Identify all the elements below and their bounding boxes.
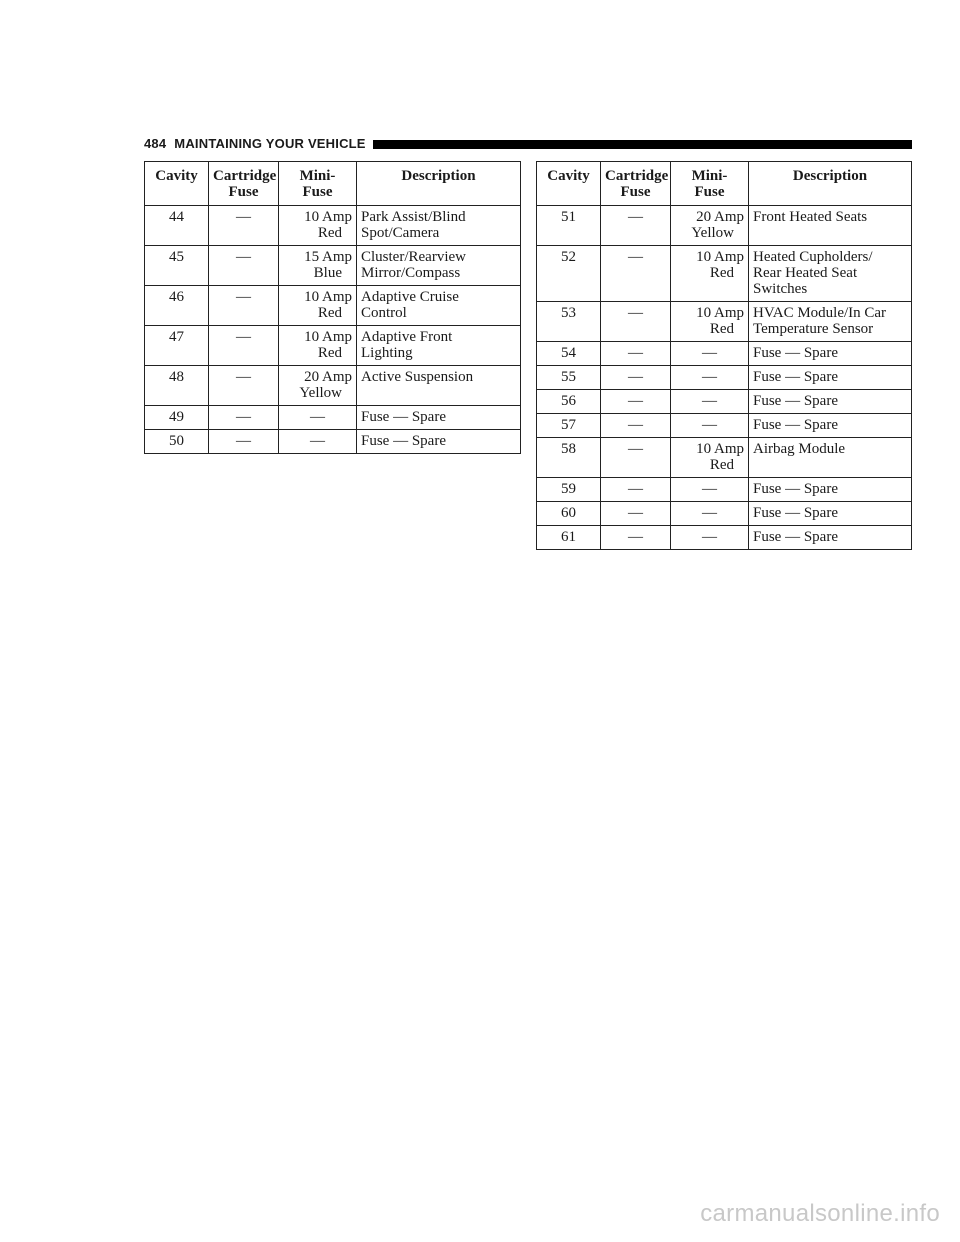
mini-fuse-color: Blue xyxy=(313,265,342,281)
mini-fuse-color: Yellow xyxy=(691,225,734,241)
description-line: Lighting xyxy=(361,345,413,361)
mini-fuse-cell xyxy=(671,342,749,366)
cartridge-fuse-cell: — xyxy=(209,406,279,430)
section-title: MAINTAINING YOUR VEHICLE xyxy=(174,136,366,151)
description-line: Airbag Module xyxy=(753,441,846,457)
mini-fuse-cell xyxy=(279,430,357,454)
cartridge-fuse-cell: — xyxy=(209,366,279,406)
mini-fuse-amperage: 15 Amp xyxy=(304,249,352,265)
header-cavity: Cavity xyxy=(145,162,209,206)
description-cell xyxy=(749,366,912,390)
description-line: Switches xyxy=(753,281,808,297)
header-description: Description xyxy=(357,162,521,206)
description-line: Control xyxy=(361,305,407,321)
description-line: Fuse — Spare xyxy=(753,417,838,433)
description-cell xyxy=(357,286,521,326)
mini-fuse-amperage: 10 Amp xyxy=(304,209,352,225)
cavity-cell: 59 xyxy=(537,478,601,502)
description-cell xyxy=(357,326,521,366)
table-row xyxy=(145,430,521,454)
header-cavity: Cavity xyxy=(537,162,601,206)
mini-fuse-color: Red xyxy=(317,345,342,361)
description-cell xyxy=(749,302,912,342)
table-row xyxy=(537,478,912,502)
mini-fuse-value: — xyxy=(310,409,325,425)
mini-fuse-color: Red xyxy=(709,457,734,473)
cavity-cell: 45 xyxy=(145,246,209,286)
mini-fuse-value: — xyxy=(702,393,717,409)
description-line: Rear Heated Seat xyxy=(753,265,858,281)
table-row xyxy=(537,526,912,550)
mini-fuse-value: — xyxy=(702,529,717,545)
cavity-cell: 61 xyxy=(537,526,601,550)
table-row xyxy=(145,326,521,366)
cavity-cell: 46 xyxy=(145,286,209,326)
description-cell xyxy=(357,430,521,454)
description-line: Fuse — Spare xyxy=(753,505,838,521)
mini-fuse-color: Red xyxy=(709,321,734,337)
description-line: HVAC Module/In Car xyxy=(753,305,887,321)
cavity-cell: 58 xyxy=(537,438,601,478)
description-line: Fuse — Spare xyxy=(361,409,446,425)
header-mini-line1: Mini- xyxy=(299,168,336,184)
description-cell xyxy=(749,438,912,478)
table-row xyxy=(537,502,912,526)
cavity-cell: 47 xyxy=(145,326,209,366)
description-line: Active Suspension xyxy=(361,369,474,385)
fuse-table-left-body xyxy=(145,206,521,454)
description-cell xyxy=(749,206,912,246)
cartridge-fuse-cell: — xyxy=(601,246,671,302)
page-number: 484 xyxy=(144,136,167,151)
mini-fuse-amperage: 10 Amp xyxy=(696,305,744,321)
table-row xyxy=(537,342,912,366)
description-cell xyxy=(749,478,912,502)
watermark-text: carmanualsonline.info xyxy=(700,1200,940,1227)
mini-fuse-color: Red xyxy=(317,225,342,241)
mini-fuse-amperage: 20 Amp xyxy=(696,209,744,225)
description-line: Front Heated Seats xyxy=(753,209,868,225)
description-line: Heated Cupholders/ xyxy=(753,249,873,265)
cavity-cell: 55 xyxy=(537,366,601,390)
description-cell xyxy=(749,414,912,438)
mini-fuse-color: Red xyxy=(317,305,342,321)
header-cartridge-line2: Fuse xyxy=(620,184,651,200)
cavity-cell: 57 xyxy=(537,414,601,438)
mini-fuse-cell xyxy=(671,478,749,502)
mini-fuse-amperage: 20 Amp xyxy=(304,369,352,385)
cartridge-fuse-cell: — xyxy=(601,438,671,478)
cavity-cell: 48 xyxy=(145,366,209,406)
description-line: Temperature Sensor xyxy=(753,321,874,337)
mini-fuse-value: — xyxy=(702,345,717,361)
description-line: Adaptive Front xyxy=(361,329,453,345)
table-header-row xyxy=(537,162,912,206)
description-cell xyxy=(749,246,912,302)
cartridge-fuse-cell: — xyxy=(209,286,279,326)
cartridge-fuse-cell: — xyxy=(601,206,671,246)
table-row xyxy=(537,246,912,302)
description-cell xyxy=(749,390,912,414)
mini-fuse-cell xyxy=(279,206,357,246)
description-cell xyxy=(357,246,521,286)
mini-fuse-amperage: 10 Amp xyxy=(304,329,352,345)
description-cell xyxy=(357,406,521,430)
table-row xyxy=(537,438,912,478)
description-cell xyxy=(357,206,521,246)
cartridge-fuse-cell: — xyxy=(209,246,279,286)
table-row xyxy=(145,246,521,286)
header-rule xyxy=(373,140,912,149)
table-row xyxy=(145,366,521,406)
mini-fuse-cell xyxy=(671,390,749,414)
header-cartridge-line1: Cartridge xyxy=(605,168,669,184)
mini-fuse-amperage: 10 Amp xyxy=(304,289,352,305)
description-line: Fuse — Spare xyxy=(361,433,446,449)
cartridge-fuse-cell: — xyxy=(601,502,671,526)
description-line: Cluster/Rearview xyxy=(361,249,466,265)
mini-fuse-cell xyxy=(279,286,357,326)
cavity-cell: 53 xyxy=(537,302,601,342)
fuse-table-left xyxy=(144,161,521,454)
table-row xyxy=(537,414,912,438)
mini-fuse-cell xyxy=(671,438,749,478)
cavity-cell: 51 xyxy=(537,206,601,246)
table-row xyxy=(537,366,912,390)
table-row xyxy=(537,390,912,414)
description-line: Spot/Camera xyxy=(361,225,440,241)
description-line: Fuse — Spare xyxy=(753,369,838,385)
header-mini-fuse xyxy=(279,162,357,206)
description-line: Fuse — Spare xyxy=(753,481,838,497)
page-header xyxy=(144,136,912,152)
mini-fuse-cell xyxy=(671,206,749,246)
description-cell xyxy=(357,366,521,406)
cavity-cell: 50 xyxy=(145,430,209,454)
mini-fuse-cell xyxy=(671,366,749,390)
table-row xyxy=(537,206,912,246)
cartridge-fuse-cell: — xyxy=(601,342,671,366)
fuse-table-right xyxy=(536,161,912,550)
cavity-cell: 52 xyxy=(537,246,601,302)
mini-fuse-cell xyxy=(279,246,357,286)
mini-fuse-cell xyxy=(279,406,357,430)
table-row xyxy=(145,286,521,326)
header-mini-line2: Fuse xyxy=(302,184,333,200)
mini-fuse-value: — xyxy=(310,433,325,449)
mini-fuse-cell xyxy=(279,366,357,406)
mini-fuse-cell xyxy=(279,326,357,366)
description-line: Mirror/Compass xyxy=(361,265,461,281)
mini-fuse-amperage: 10 Amp xyxy=(696,441,744,457)
description-line: Fuse — Spare xyxy=(753,345,838,361)
mini-fuse-color: Yellow xyxy=(299,385,342,401)
cartridge-fuse-cell: — xyxy=(601,526,671,550)
header-description: Description xyxy=(749,162,912,206)
table-header-row xyxy=(145,162,521,206)
header-cartridge-line2: Fuse xyxy=(228,184,259,200)
cavity-cell: 44 xyxy=(145,206,209,246)
cartridge-fuse-cell: — xyxy=(209,326,279,366)
table-row xyxy=(537,302,912,342)
cavity-cell: 56 xyxy=(537,390,601,414)
header-cartridge-line1: Cartridge xyxy=(213,168,277,184)
cartridge-fuse-cell: — xyxy=(601,478,671,502)
description-line: Adaptive Cruise xyxy=(361,289,459,305)
mini-fuse-color: Red xyxy=(709,265,734,281)
mini-fuse-cell xyxy=(671,526,749,550)
mini-fuse-cell xyxy=(671,302,749,342)
cavity-cell: 54 xyxy=(537,342,601,366)
header-cartridge-fuse xyxy=(601,162,671,206)
description-line: Park Assist/Blind xyxy=(361,209,466,225)
header-mini-line1: Mini- xyxy=(691,168,728,184)
cartridge-fuse-cell: — xyxy=(601,302,671,342)
header-mini-fuse xyxy=(671,162,749,206)
cavity-cell: 60 xyxy=(537,502,601,526)
mini-fuse-value: — xyxy=(702,505,717,521)
table-row xyxy=(145,406,521,430)
table-row xyxy=(145,206,521,246)
mini-fuse-cell xyxy=(671,246,749,302)
fuse-table-right-body xyxy=(537,206,912,550)
mini-fuse-value: — xyxy=(702,369,717,385)
cartridge-fuse-cell: — xyxy=(209,430,279,454)
description-cell xyxy=(749,526,912,550)
cartridge-fuse-cell: — xyxy=(601,390,671,414)
description-line: Fuse — Spare xyxy=(753,529,838,545)
description-line: Fuse — Spare xyxy=(753,393,838,409)
header-mini-line2: Fuse xyxy=(694,184,725,200)
header-cartridge-fuse xyxy=(209,162,279,206)
cartridge-fuse-cell: — xyxy=(601,366,671,390)
mini-fuse-cell xyxy=(671,502,749,526)
cavity-cell: 49 xyxy=(145,406,209,430)
mini-fuse-amperage: 10 Amp xyxy=(696,249,744,265)
cartridge-fuse-cell: — xyxy=(209,206,279,246)
description-cell xyxy=(749,502,912,526)
mini-fuse-value: — xyxy=(702,417,717,433)
mini-fuse-value: — xyxy=(702,481,717,497)
mini-fuse-cell xyxy=(671,414,749,438)
cartridge-fuse-cell: — xyxy=(601,414,671,438)
description-cell xyxy=(749,342,912,366)
